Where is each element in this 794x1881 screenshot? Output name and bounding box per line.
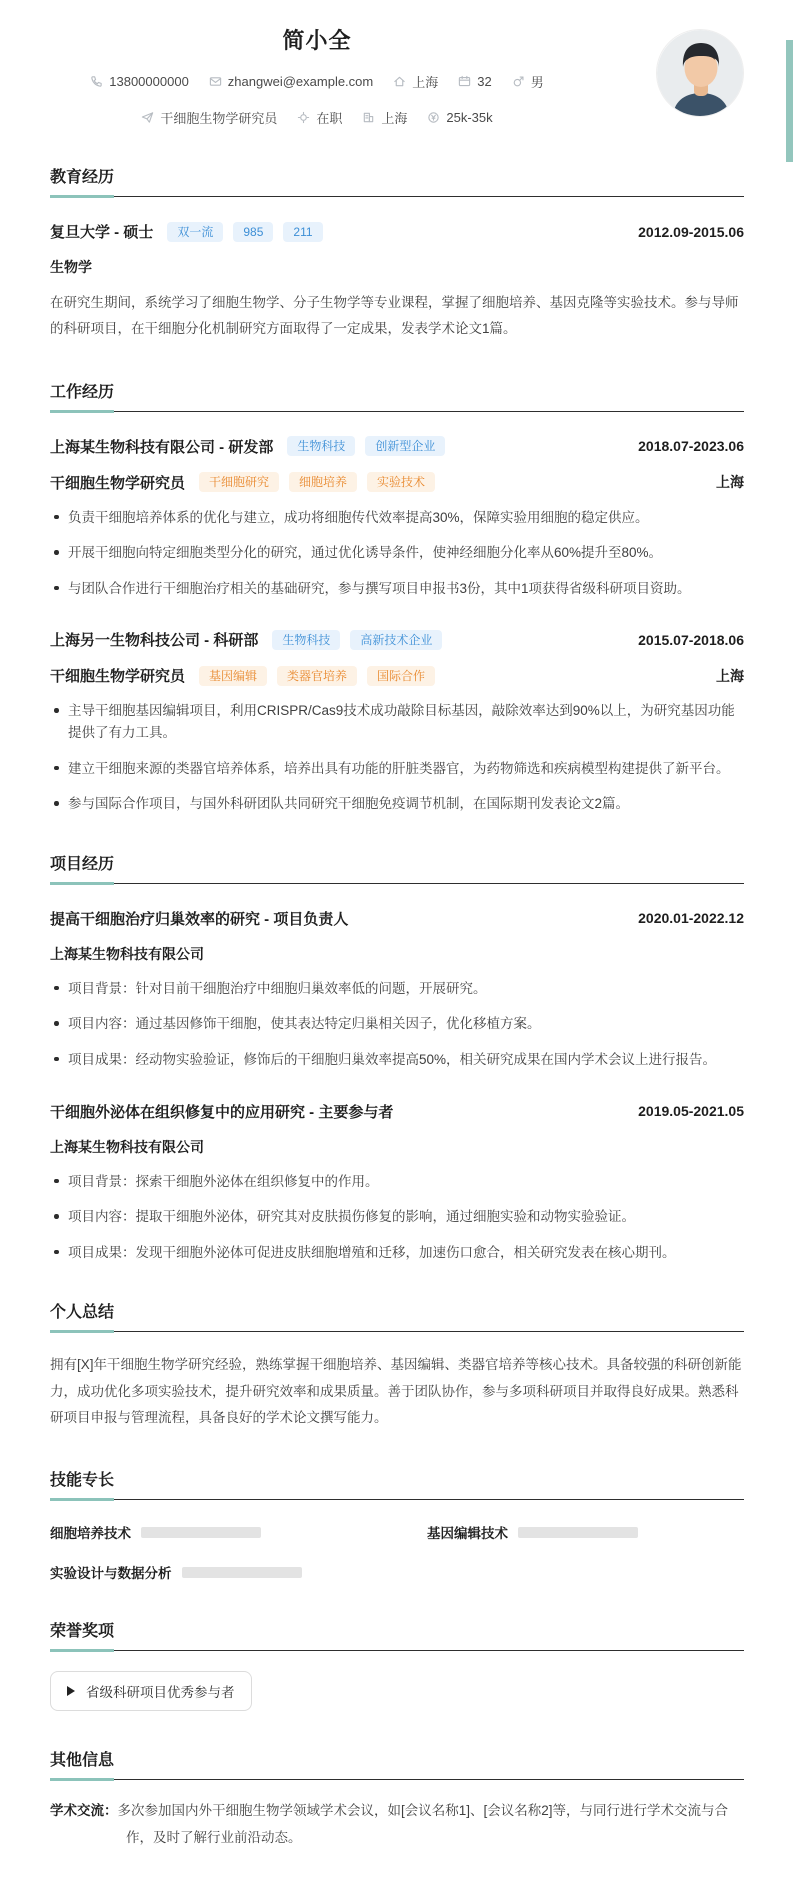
section-honors	[50, 1618, 744, 1711]
work-bullet: 参与国际合作项目，与国外科研团队共同研究干细胞免疫调节机制，在国际期刊发表论文2篇。	[50, 793, 744, 815]
work-bullet: 与团队合作进行干细胞治疗相关的基础研究，参与撰写项目申报书3份，其中1项获得省级科研项目资助。	[50, 578, 744, 600]
school-tag: 985	[233, 222, 273, 242]
honor-badge[interactable]	[50, 1671, 252, 1711]
contact-item-status	[297, 108, 342, 127]
project-date: 2020.01-2022.12	[638, 910, 744, 927]
contact-item-phone	[90, 74, 189, 89]
skill-item	[427, 1522, 744, 1542]
section-summary	[50, 1299, 744, 1431]
summary-text: 拥有[X]年干细胞生物学研究经验，熟练掌握干细胞培养、基因编辑、类器官培养等核心技术。具备较强的科研创新能力，成功优化多项实验技术，提升研究效率和成果质量。善于团队协作，参与多项科研项目并取得良好成果。熟悉科研项目申报与管理流程，具备良好的学术论文撰写能力。	[50, 1357, 742, 1425]
section-title-accent	[50, 882, 114, 885]
skill-bar	[141, 1527, 261, 1538]
project-bullet: 项目成果：经动物实验验证，修饰后的干细胞归巢效率提高50%，相关研究成果在国内学术会议上进行报告。	[50, 1049, 744, 1071]
school-tag: 双一流	[167, 222, 223, 242]
play-icon	[67, 1686, 75, 1696]
role-tag: 类器官培养	[277, 666, 357, 686]
company-tag: 生物科技	[287, 436, 355, 456]
section-title-skills	[50, 1467, 744, 1500]
education-date: 2012.09-2015.06	[638, 223, 744, 240]
school-name: 复旦大学 - 硕士	[50, 224, 154, 241]
gender-icon	[512, 75, 525, 88]
position-icon	[141, 111, 154, 124]
skill-name: 细胞培养技术	[50, 1526, 131, 1542]
work-bullet: 负责干细胞培养体系的优化与建立，成功将细胞传代效率提高30%，保障实验用细胞的稳定供应。	[50, 507, 744, 529]
work-entry	[50, 629, 744, 814]
company-tag: 创新型企业	[365, 436, 445, 456]
section-title-text: 荣誉奖项	[50, 1623, 115, 1641]
contact-row-2	[50, 108, 584, 127]
contact-item-age	[458, 74, 491, 89]
role-tags	[199, 666, 435, 686]
role-tag: 细胞培养	[289, 472, 357, 492]
skill-bar	[182, 1567, 302, 1578]
section-title-accent	[50, 1498, 114, 1501]
salary-icon	[427, 111, 440, 124]
position-value: 干细胞生物学研究员	[160, 111, 278, 126]
honor-text: 省级科研项目优秀参与者	[86, 1685, 235, 1701]
project-bullet: 项目背景：探索干细胞外泌体在组织修复中的作用。	[50, 1171, 744, 1193]
education-entry	[50, 221, 744, 343]
section-title-accent	[50, 1330, 114, 1333]
status-icon	[297, 111, 310, 124]
section-title-accent	[50, 1649, 114, 1652]
education-head	[50, 221, 744, 242]
location-value: 上海	[412, 75, 439, 90]
contact-item-city	[362, 108, 407, 127]
project-entry	[50, 1101, 744, 1264]
project-bullets	[50, 1171, 744, 1264]
work-entry	[50, 436, 744, 600]
work-bullet: 主导干细胞基因编辑项目，利用CRISPR/Cas9技术成功敲除目标基因，敲除效率达到90%以上，为研究基因功能提供了有力工具。	[50, 700, 744, 743]
salary-value: 25k-35k	[446, 110, 493, 125]
work-role-row	[50, 665, 744, 686]
section-title-text: 项目经历	[50, 855, 115, 873]
section-title-accent	[50, 1778, 114, 1781]
role-name: 干细胞生物学研究员	[50, 474, 186, 492]
role-tag: 基因编辑	[199, 666, 267, 686]
mail-icon	[209, 75, 222, 88]
gender-value: 男	[530, 75, 544, 90]
work-location: 上海	[716, 474, 744, 491]
section-title-accent	[50, 195, 114, 198]
phone-value: 13800000000	[109, 74, 189, 89]
skill-bar	[518, 1527, 638, 1538]
work-bullet: 开展干细胞向特定细胞类型分化的研究，通过优化诱导条件，使神经细胞分化率从60%提升至80%。	[50, 542, 744, 564]
phone-icon	[90, 75, 103, 88]
project-title: 干细胞外泌体在组织修复中的应用研究 - 主要参与者	[50, 1103, 394, 1121]
work-bullets	[50, 507, 744, 600]
role-tag: 实验技术	[367, 472, 435, 492]
skill-name: 基因编辑技术	[427, 1526, 508, 1542]
role-tag: 干细胞研究	[199, 472, 279, 492]
avatar	[656, 29, 744, 117]
work-location: 上海	[716, 667, 744, 684]
section-title-honors	[50, 1618, 744, 1651]
school-tag: 211	[283, 222, 322, 242]
project-date: 2019.05-2021.05	[638, 1103, 744, 1120]
project-entry	[50, 908, 744, 1071]
skill-item	[50, 1522, 367, 1542]
company-tag: 生物科技	[272, 630, 340, 650]
work-date: 2015.07-2018.06	[638, 631, 744, 648]
work-bullets	[50, 700, 744, 814]
work-date: 2018.07-2023.06	[638, 438, 744, 455]
role-tags	[199, 472, 435, 492]
project-bullet: 项目内容：通过基因修饰干细胞，使其表达特定归巢相关因子，优化移植方案。	[50, 1013, 744, 1035]
contact-item-gender	[512, 72, 544, 91]
home-icon	[393, 75, 406, 88]
other-value: 多次参加国内外干细胞生物学领域学术会议，如[会议名称1]、[会议名称2]等，与同行进行学术交流与合作，及时了解行业前沿动态。	[117, 1803, 729, 1845]
company-tags	[272, 630, 442, 650]
project-bullets	[50, 978, 744, 1071]
section-title-other	[50, 1747, 744, 1780]
project-title: 提高干细胞治疗归巢效率的研究 - 项目负责人	[50, 910, 349, 928]
section-other	[50, 1747, 744, 1851]
work-bullet: 建立干细胞来源的类器官培养体系，培养出具有功能的肝脏类器官，为药物筛选和疾病模型构建提供了新平台。	[50, 758, 744, 780]
project-head	[50, 908, 744, 929]
company-tags	[287, 436, 445, 456]
work-company-row	[50, 436, 744, 457]
company-name: 上海某生物科技有限公司 - 研发部	[50, 438, 274, 456]
section-title-work	[50, 379, 744, 412]
city-icon	[362, 111, 375, 124]
section-title-accent	[50, 410, 114, 413]
age-value: 32	[477, 74, 492, 89]
contact-item-position	[141, 108, 277, 127]
contact-item-salary	[427, 110, 492, 125]
other-info	[50, 1798, 744, 1851]
project-bullet: 项目成果：发现干细胞外泌体可促进皮肤细胞增殖和迁移，加速伤口愈合，相关研究发表在核心期刊。	[50, 1242, 744, 1264]
city-value: 上海	[381, 111, 408, 126]
age-icon	[458, 75, 471, 88]
status-value: 在职	[316, 111, 343, 126]
skill-name: 实验设计与数据分析	[50, 1566, 172, 1582]
email-value: zhangwei@example.com	[227, 74, 374, 89]
skills-grid	[50, 1522, 744, 1582]
section-title-text: 个人总结	[50, 1304, 115, 1322]
company-name: 上海另一生物科技公司 - 科研部	[50, 632, 259, 650]
section-skills	[50, 1467, 744, 1582]
major: 生物学	[50, 259, 92, 275]
project-head	[50, 1101, 744, 1122]
scrollbar-thumb[interactable]	[786, 40, 793, 162]
section-title-text: 技能专长	[50, 1472, 115, 1490]
section-title-text: 工作经历	[50, 383, 115, 401]
project-bullet: 项目背景：针对目前干细胞治疗中细胞归巢效率低的问题，开展研究。	[50, 978, 744, 1000]
contact-item-location	[393, 72, 438, 91]
section-title-text: 其他信息	[50, 1752, 115, 1770]
contact-row-1	[50, 72, 584, 91]
resume-header	[50, 16, 744, 128]
section-title-summary	[50, 1299, 744, 1332]
project-org: 上海某生物科技有限公司	[50, 945, 204, 962]
section-projects	[50, 851, 744, 1264]
contact-item-email	[209, 74, 373, 89]
project-org: 上海某生物科技有限公司	[50, 1138, 204, 1155]
school-tags	[167, 222, 322, 242]
section-education	[50, 164, 744, 343]
other-label: 学术交流：	[50, 1803, 118, 1819]
section-title-education	[50, 164, 744, 197]
section-work	[50, 379, 744, 815]
work-company-row	[50, 629, 744, 650]
education-description: 在研究生期间，系统学习了细胞生物学、分子生物学等专业课程，掌握了细胞培养、基因克隆等实验技术。参与导师的科研项目，在干细胞分化机制研究方面取得了一定成果，发表学术论文1篇。	[50, 295, 739, 337]
company-tag: 高新技术企业	[350, 630, 442, 650]
project-bullet: 项目内容：提取干细胞外泌体，研究其对皮肤损伤修复的影响，通过细胞实验和动物实验验证。	[50, 1206, 744, 1228]
role-name: 干细胞生物学研究员	[50, 668, 186, 686]
section-title-text: 教育经历	[50, 169, 115, 186]
candidate-name: 简小全	[282, 28, 352, 53]
work-role-row	[50, 472, 744, 493]
role-tag: 国际合作	[367, 666, 435, 686]
header-main	[50, 16, 584, 127]
section-title-projects	[50, 851, 744, 884]
skill-item	[50, 1562, 367, 1582]
